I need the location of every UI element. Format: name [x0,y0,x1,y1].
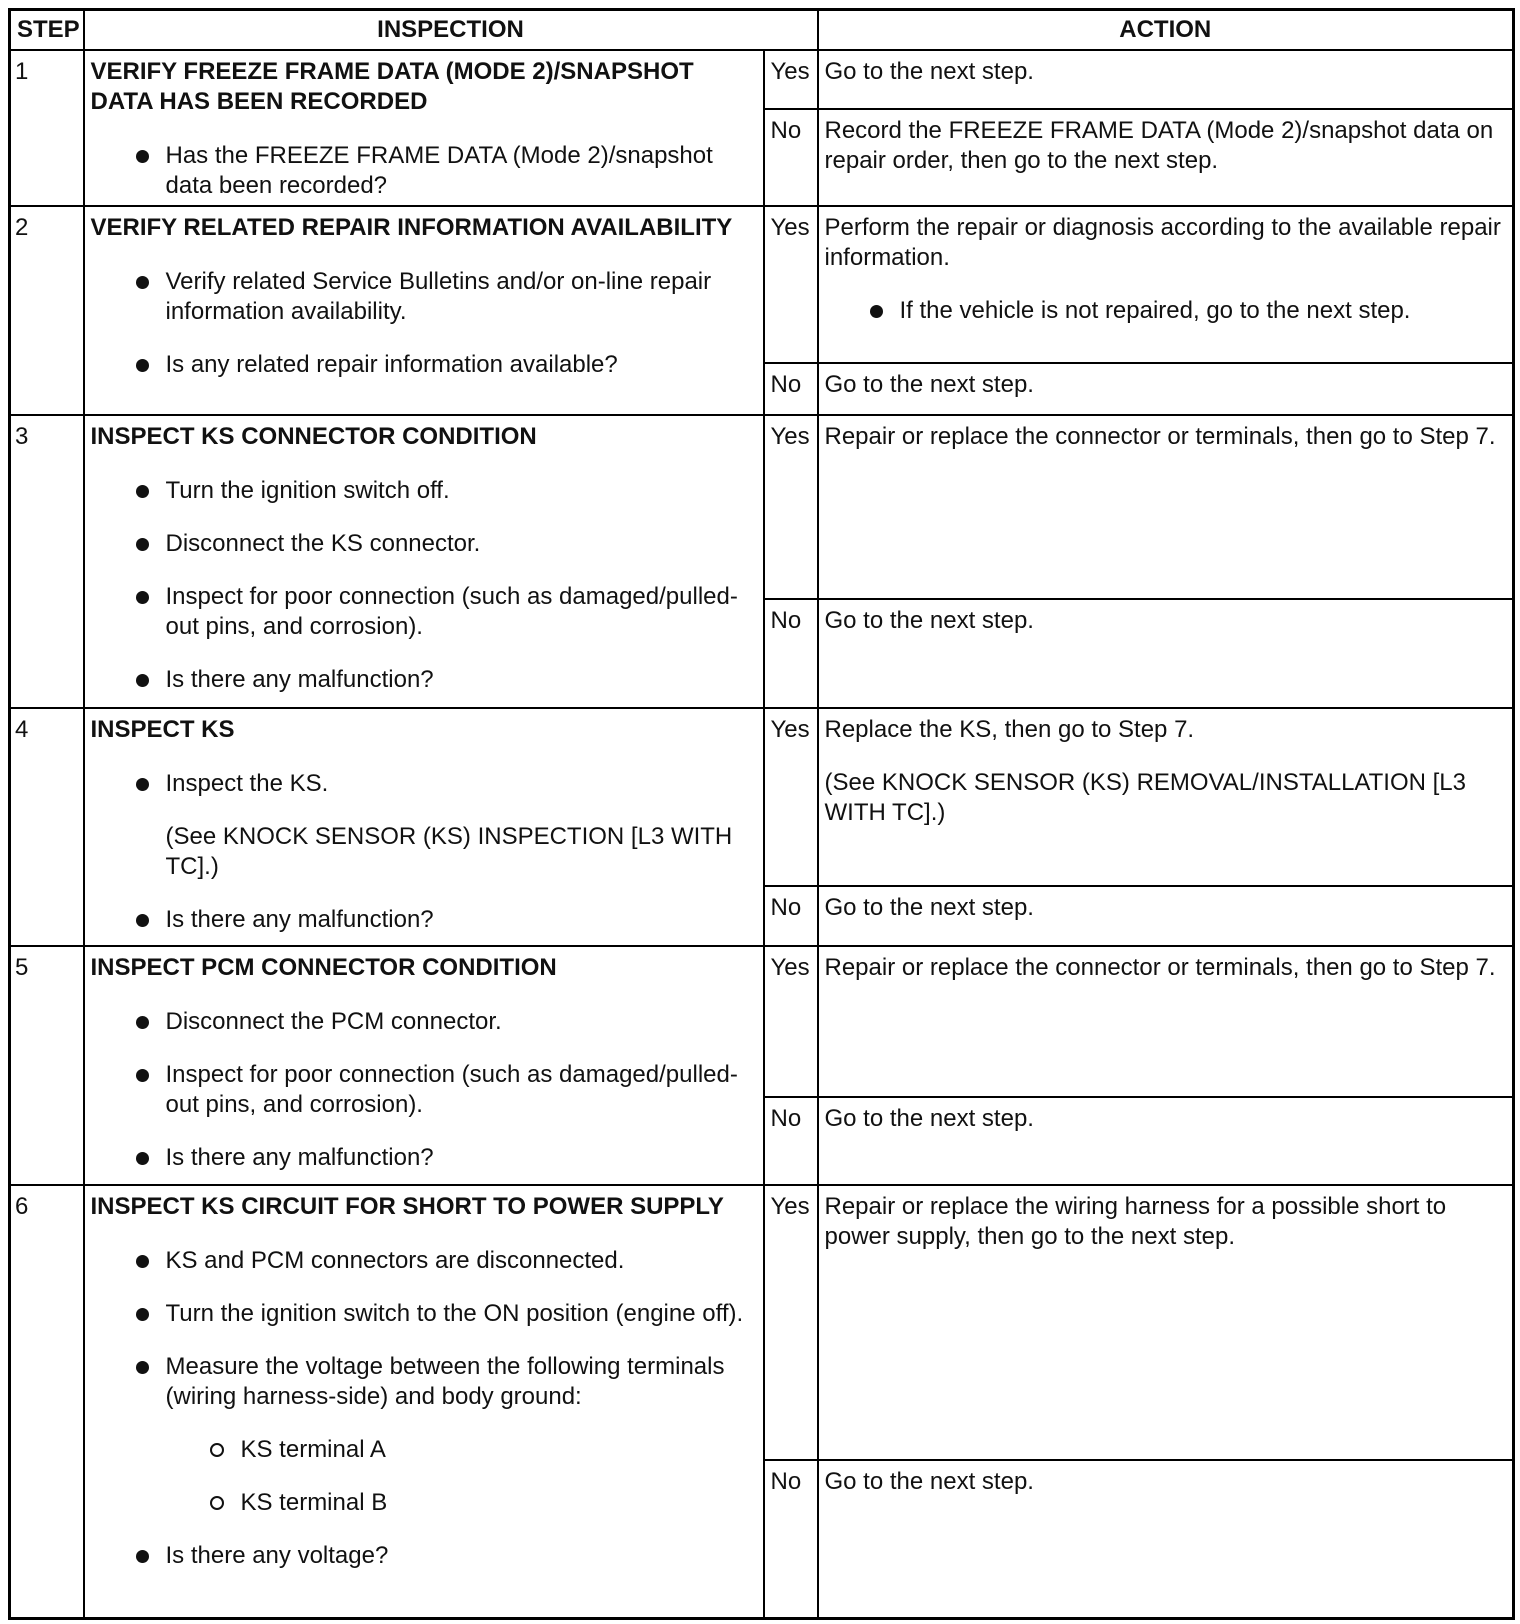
step-5-yes-row [10,946,1514,1097]
yes-action [818,206,1514,363]
inspection-bullets [91,141,757,201]
action-text: Replace the KS, then go to Step 7. [824,716,1195,743]
inspection-bullets [91,267,757,380]
yes-label: Yes [764,206,818,363]
bullet-text: Measure the voltage between the following terminals (wiring harness-side) and body ground: [165,1353,725,1410]
step-inspection [84,415,764,708]
bullet-item: Inspect for poor connection (such as damaged/pulled-out pins, and corrosion). [91,582,757,642]
step-column-header: STEP [10,10,84,51]
step-6-yes-row [10,1185,1514,1460]
step-title: INSPECT KS [90,716,235,743]
document-page [8,8,1512,1618]
no-label: No [764,1097,818,1185]
step-1-yes-row [10,50,1514,109]
action-text: Repair or replace the connector or terminals, then go to Step 7. [824,954,1496,981]
action-bullets [825,296,1507,326]
yes-action [818,50,1514,109]
bullet-item: Is any related repair information available? [91,350,757,380]
no-label: No [764,109,818,206]
bullet-item [91,1352,757,1518]
step-title: VERIFY RELATED REPAIR INFORMATION AVAILABILITY [90,214,733,241]
yes-label: Yes [764,50,818,109]
diagnostic-procedure-table [8,8,1515,1620]
bullet-item: Has the FREEZE FRAME DATA (Mode 2)/snapshot data been recorded? [91,141,757,201]
no-action [818,109,1514,206]
table-header-row [10,10,1514,51]
yes-action [818,708,1514,886]
yes-label: Yes [764,415,818,599]
sub-bullet-item: KS terminal B [166,1488,757,1518]
step-inspection [84,206,764,415]
no-action [818,1460,1514,1618]
action-text: Record the FREEZE FRAME DATA (Mode 2)/snapshot data on repair order, then go to the next step. [824,116,1494,174]
no-action [818,1097,1514,1185]
action-text: Go to the next step. [824,58,1034,85]
no-action [818,886,1514,946]
step-4-yes-row [10,708,1514,886]
no-label: No [764,599,818,708]
step-inspection [84,946,764,1185]
step-number: 6 [10,1185,84,1618]
sub-bullets [166,1435,757,1518]
inspection-bullets [91,769,757,935]
action-text: Go to the next step. [824,1105,1034,1132]
step-number: 4 [10,708,84,946]
yes-label: Yes [764,1185,818,1460]
sub-bullet-item: KS terminal A [166,1435,757,1465]
no-action [818,599,1514,708]
bullet-item: Is there any malfunction? [91,665,757,695]
no-label: No [764,1460,818,1618]
yes-label: Yes [764,946,818,1097]
yes-action [818,1185,1514,1460]
inspection-bullets [91,476,757,695]
bullet-item: Verify related Service Bulletins and/or on-line repair information availability. [91,267,757,327]
action-text: Go to the next step. [824,607,1034,634]
yes-label: Yes [764,708,818,886]
action-text: Go to the next step. [824,371,1034,398]
step-number: 5 [10,946,84,1185]
step-3-yes-row [10,415,1514,599]
action-text: Perform the repair or diagnosis according to the available repair information. [824,214,1501,271]
step-number: 1 [10,50,84,206]
step-inspection [84,50,764,206]
no-action [818,363,1514,415]
action-text: Repair or replace the connector or terminals, then go to Step 7. [824,423,1496,450]
no-label: No [764,886,818,946]
step-number: 2 [10,206,84,415]
reference-note: (See KNOCK SENSOR (KS) REMOVAL/INSTALLATION [L3 WITH TC].) [824,769,1466,826]
bullet-item: Disconnect the KS connector. [91,529,757,559]
bullet-item: Inspect for poor connection (such as damaged/pulled-out pins, and corrosion). [91,1060,757,1120]
bullet-item: Is there any voltage? [91,1541,757,1571]
bullet-item: Is there any malfunction? [91,1143,757,1173]
inspection-column-header: INSPECTION [84,10,818,51]
inspection-bullets [91,1246,757,1571]
action-text: Repair or replace the wiring harness for a possible short to power supply, then go to the next step. [824,1193,1447,1250]
step-title: INSPECT KS CIRCUIT FOR SHORT TO POWER SUPPLY [90,1193,724,1220]
step-inspection [84,1185,764,1618]
bullet-item: Turn the ignition switch off. [91,476,757,506]
action-column-header: ACTION [818,10,1514,51]
step-title: INSPECT PCM CONNECTOR CONDITION [90,954,557,981]
yes-action [818,415,1514,599]
action-text: Go to the next step. [824,1468,1034,1495]
bullet-item: If the vehicle is not repaired, go to the next step. [825,296,1507,326]
bullet-text: Inspect the KS. [165,770,329,797]
step-number: 3 [10,415,84,708]
step-2-yes-row [10,206,1514,363]
no-label: No [764,363,818,415]
bullet-item: Is there any malfunction? [91,905,757,935]
bullet-item: Disconnect the PCM connector. [91,1007,757,1037]
step-title: VERIFY FREEZE FRAME DATA (MODE 2)/SNAPSHOT DATA HAS BEEN RECORDED [90,58,694,115]
step-inspection [84,708,764,946]
yes-action [818,946,1514,1097]
action-text: Go to the next step. [824,894,1034,921]
step-title: INSPECT KS CONNECTOR CONDITION [90,423,537,450]
inspection-bullets [91,1007,757,1173]
reference-note: (See KNOCK SENSOR (KS) INSPECTION [L3 WITH TC].) [165,823,733,880]
bullet-item: KS and PCM connectors are disconnected. [91,1246,757,1276]
bullet-item [91,769,757,882]
bullet-item: Turn the ignition switch to the ON position (engine off). [91,1299,757,1329]
